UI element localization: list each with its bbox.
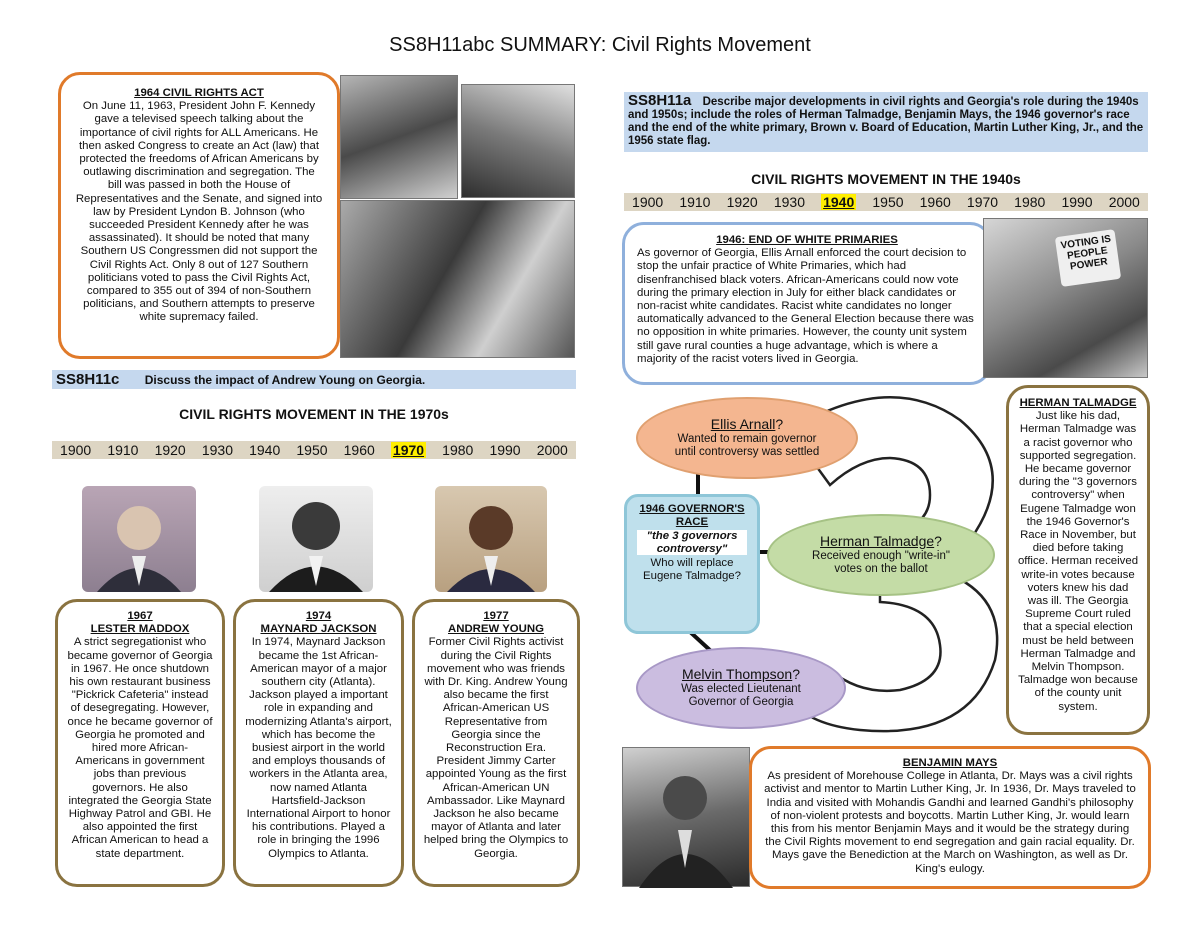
timeline-year: 1950 [872, 194, 904, 210]
timeline-year: 1900 [60, 442, 92, 458]
timeline-year: 1900 [632, 194, 664, 210]
voting-photo [983, 218, 1148, 378]
white-primaries-card [622, 222, 992, 385]
young-card [412, 599, 580, 887]
herman-talmadge-card [1006, 385, 1150, 735]
march-photo [461, 84, 575, 198]
timeline-year: 1930 [773, 194, 805, 210]
talmadge-desc: Received enough "write-in" votes on the ballot [812, 549, 950, 575]
arnall-desc: Wanted to remain governor until controversy was settled [674, 432, 820, 458]
young-name: ANDREW YOUNG [448, 623, 544, 636]
timeline-year: 2000 [536, 442, 568, 458]
civil-rights-act-body: On June 11, 1963, President John F. Kennedy gave a televised speech talking about the importance of civil rights for ALL Americans. He then asked Congress to create an Act (law) that protected the freedoms of African Americans by outlawing discrimination and segregation. The bill was passed in both the House of Representatives and the Senate, and signed into law by President Lyndon B. Johnson (who succeeded President Kennedy after he was assassinated). It should be noted that many Southern US Congressmen did not support the Civil Rights Act. Only 8 out of 127 Southern politicians voted to pass the Civil Rights Act, compared to 355 out of 394 of non-Southern politicians, and Southern attempts to preserve white supremacy failed. [75, 100, 323, 324]
mays-photo [622, 747, 750, 887]
mays-card [749, 746, 1151, 889]
standard-c-bar [52, 370, 576, 389]
thompson-name: Melvin Thompson [681, 665, 793, 682]
standard-c-text: Discuss the impact of Andrew Young on Georgia. [144, 373, 426, 387]
timeline-year: 1920 [726, 194, 758, 210]
race-quote: "the 3 governors controversy" [637, 530, 747, 555]
timeline-year: 1910 [107, 442, 139, 458]
section-1940-title: CIVIL RIGHTS MOVEMENT IN THE 1940s [751, 171, 1021, 187]
maddox-year: 1967 [127, 610, 153, 622]
jackson-year: 1974 [305, 610, 332, 622]
thompson-ellipse [636, 647, 846, 729]
young-year: 1977 [483, 610, 509, 622]
standard-a-bar [624, 92, 1148, 152]
signing-photo [340, 200, 575, 358]
young-body: Former Civil Rights activist during the Civil Rights movement who was friends with Dr. King. Andrew Young also became the first African-American US Representative from Georgia since the Reconstruction Era. President Jimmy Carter appointed Young as the first African-American UN Ambassador. Like Maynard Jackson he also became mayor of Atlanta and later helped bring the Olympics to Georgia. [423, 636, 569, 860]
timeline-year: 1910 [679, 194, 711, 210]
civil-rights-act-heading: 1964 CIVIL RIGHTS ACT [134, 87, 264, 99]
timeline-year: 1980 [1014, 194, 1046, 210]
timeline-year: 1930 [201, 442, 233, 458]
timeline-year: 1940 [249, 442, 281, 458]
voting-sign: VOTING IS PEOPLE POWER [1055, 229, 1121, 287]
section-1970-title: CIVIL RIGHTS MOVEMENT IN THE 1970s [179, 406, 449, 422]
young-portrait [435, 486, 547, 592]
white-primaries-heading: 1946: END OF WHITE PRIMARIES [716, 234, 898, 246]
standard-a-text: Describe major developments in civil rights and Georgia's role during the 1940s and 1950s; include the roles of Herman Talmadge, Benjamin Mays, the 1946 governor's race and the end of the white primary, Brown v. Board of Education, Martin Luther King, Jr., and the 1956 state flag. [628, 96, 1144, 147]
timeline-year: 1920 [154, 442, 186, 458]
timeline-year: 1960 [343, 442, 375, 458]
timeline-year: 1970 [966, 194, 999, 210]
timeline-1940 [624, 193, 1148, 211]
timeline-year: 1940 [823, 194, 855, 210]
mays-heading: BENJAMIN MAYS [902, 757, 998, 769]
timeline-year: 2000 [1108, 194, 1140, 210]
maddox-portrait [82, 486, 196, 592]
timeline-year: 1970 [392, 442, 425, 458]
talmadge-suffix: ? [934, 532, 942, 549]
timeline-year: 1990 [1061, 194, 1093, 210]
herman-body: Just like his dad, Herman Talmadge was a racist governor who supported segregation. He became governor during the "3 governors controversy" when Eugene Talmadge won the 1946 Governor's Race in November, but died before taking office. Herman received write-in votes because voters knew his dad was ill. The Georgia Supreme Court ruled that a special election must be held between Herman Talmadge and Melvin Thompson. Talmadge won because of the county unit system. [1017, 410, 1139, 713]
arnall-suffix: ? [775, 415, 784, 432]
jackson-name: MAYNARD JACKSON [260, 623, 377, 636]
arnall-ellipse [636, 397, 858, 479]
standard-c-code: SS8H11c [56, 371, 120, 388]
maddox-card [55, 599, 225, 887]
arnall-name: Ellis Arnall [710, 415, 776, 432]
race-title: 1946 GOVERNOR'S RACE [639, 503, 745, 528]
jackson-body: In 1974, Maynard Jackson became the 1st African-American mayor of a major southern city (Atlanta). Jackson played a important role in expanding and modernizing Atlanta's airport, which has become the busiest airport in the world and employs thousands of workers in the Atlanta area, now named Atlanta Hartsfield-Jackson International Airport to honor his contributions. Played a role in bringing the 1996 Olympics to Atlanta. [245, 636, 392, 860]
timeline-1970 [52, 441, 576, 459]
timeline-year: 1980 [442, 442, 474, 458]
mays-body: As president of Morehouse College in Atlanta, Dr. Mays was a civil rights activist and mentor to Martin Luther King, Jr. In 1936, Dr. Mays traveled to India and visited with Mohandis Gandhi and learned Gandhi's philosophy of non-violent protests and boycotts. Martin Luther King, Jr. would learn this from his mentor Benjamin Mays and it would be the strategy during the Civil Rights movement to end segregation and gain racial equality. Dr. Mays gave the Benediction at the March on Washington, as well as Dr. King's eulogy. [764, 770, 1136, 875]
talmadge-ellipse [767, 514, 995, 596]
governors-race-box [624, 494, 760, 634]
kennedy-photo [340, 75, 458, 199]
jackson-portrait [259, 486, 373, 592]
thompson-desc: Was elected Lieutenant Governor of Georgia [681, 682, 801, 708]
timeline-year: 1950 [296, 442, 328, 458]
white-primaries-body: As governor of Georgia, Ellis Arnall enforced the court decision to stop the unfair practice of White Primaries, which had disenfranchised black voters. African-Americans could now vote during the primary election in July for either black candidates or non-racist white candidates. Racist white candidates no longer automatically advanced to the General Election because there was no opposition in white primaries. However, the county unit system still gave rural counties a huge advantage, which is where a majority of the racist voters lived in Georgia. [637, 247, 974, 365]
maddox-name: LESTER MADDOX [90, 623, 190, 636]
thompson-suffix: ? [792, 665, 801, 682]
talmadge-name: Herman Talmadge [820, 532, 935, 549]
timeline-year: 1960 [919, 194, 951, 210]
page-title: SS8H11abc SUMMARY: Civil Rights Movement [389, 34, 811, 56]
jackson-card [233, 599, 404, 887]
standard-a-code: SS8H11a [628, 92, 692, 109]
timeline-year: 1990 [489, 442, 521, 458]
herman-heading: HERMAN TALMADGE [1019, 397, 1137, 409]
race-question: Who will replace Eugene Talmadge? [643, 557, 741, 582]
maddox-body: A strict segregationist who became governor of Georgia in 1967. He once shutdown his own restaurant business "Pickrick Cafeteria" instead of desegregating. However, once he became governor of Georgia he promoted and hired more African-Americans in government jobs than previous governors. He also integrated the Georgia State Highway Patrol and GBI. He also appointed the first African American to head a state department. [67, 636, 213, 860]
civil-rights-act-card [58, 72, 340, 359]
